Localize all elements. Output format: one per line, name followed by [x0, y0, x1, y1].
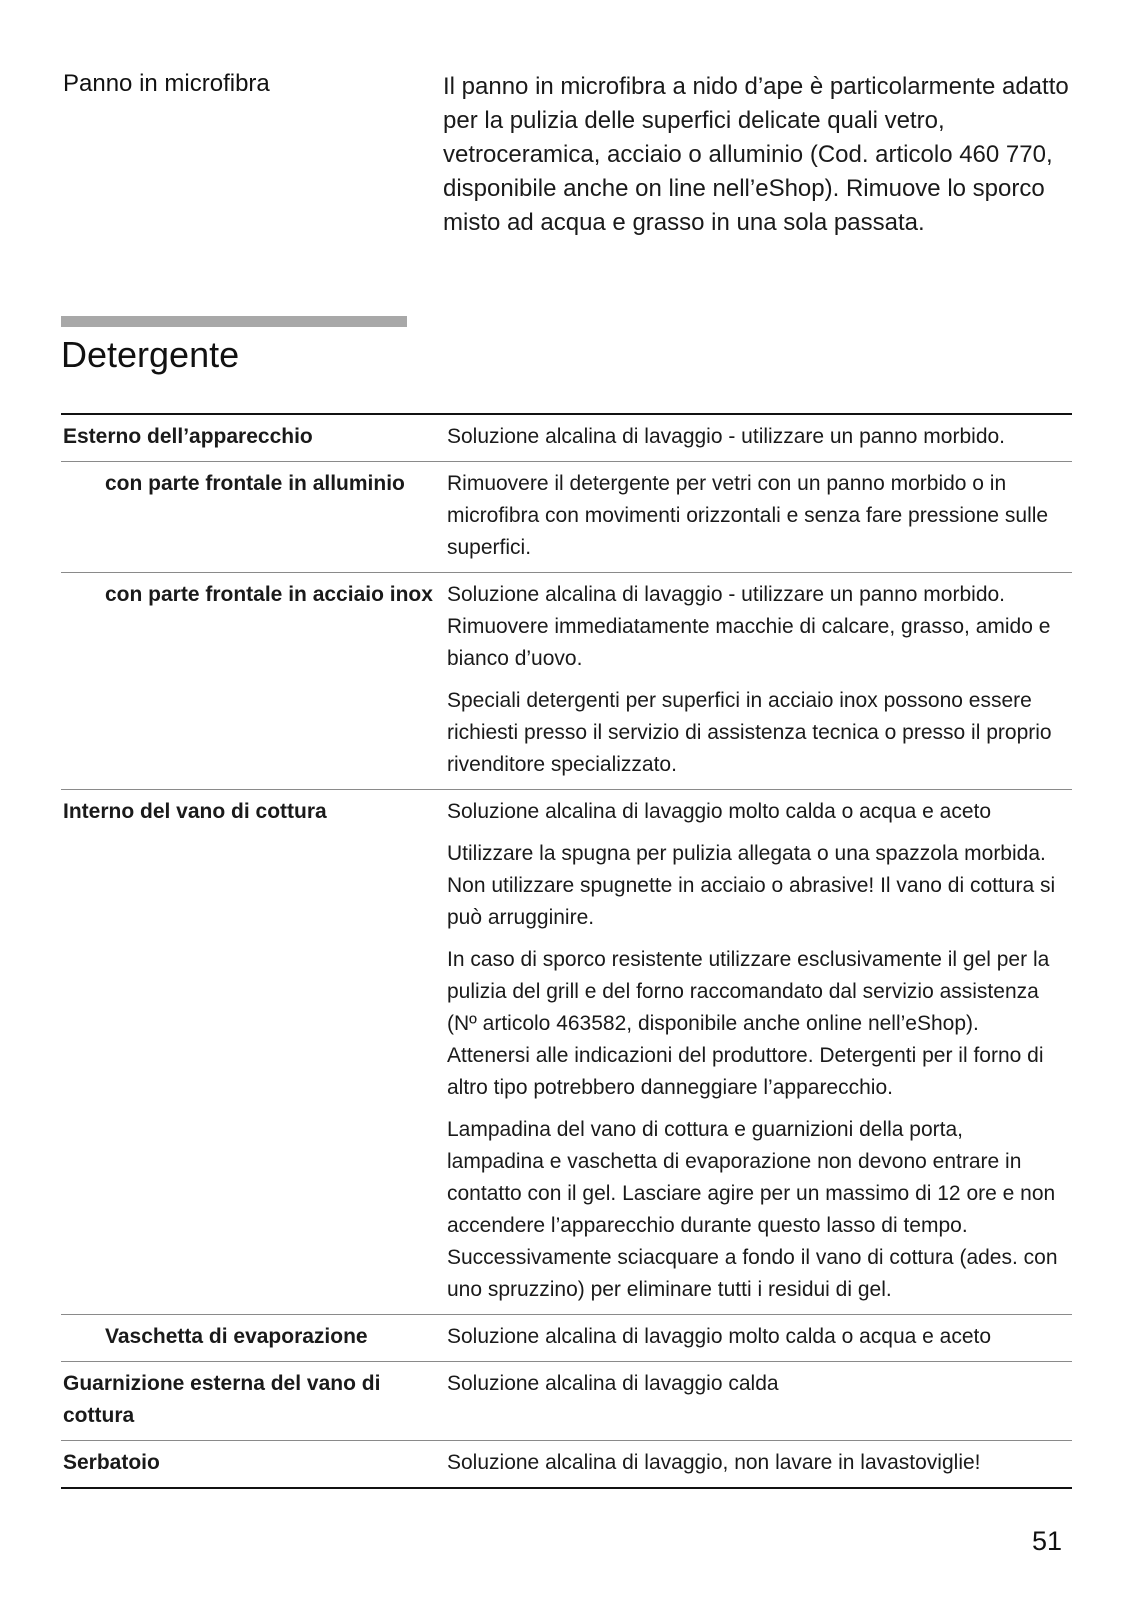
section-title: Detergente	[61, 334, 240, 375]
section-bar	[61, 316, 407, 327]
table-row	[61, 1315, 1072, 1362]
row-description	[447, 1441, 1072, 1489]
row-paragraph: Soluzione alcalina di lavaggio molto calda o acqua e aceto	[447, 800, 992, 823]
row-label: con parte frontale in acciaio inox	[105, 583, 433, 606]
table-row	[61, 1441, 1072, 1489]
row-label: Serbatoio	[63, 1451, 160, 1474]
row-label: con parte frontale in alluminio	[105, 472, 405, 495]
row-paragraph: Soluzione alcalina di lavaggio - utilizzare un panno morbido. Rimuovere immediatamente macchie di calcare, grasso, amido e bianco d’uovo.	[447, 583, 1051, 670]
row-paragraph: Speciali detergenti per superfici in acciaio inox possono essere richiesti presso il servizio di assistenza tecnica o presso il proprio rivenditore specializzato.	[447, 689, 1052, 776]
row-description	[447, 462, 1072, 573]
intro-text: Il panno in microfibra a nido d’ape è particolarmente adatto per la pulizia delle superfici delicate quali vetro, vetroceramica, acciaio o alluminio (Cod. articolo 460 770, disponibile anche on line nell’eShop). Rimuove lo sporco misto ad acqua e grasso in una sola passata.	[443, 73, 1069, 236]
table-row	[61, 462, 1072, 573]
row-paragraph: In caso di sporco resistente utilizzare esclusivamente il gel per la pulizia del grill e del forno raccomandato dal servizio assistenza (Nº articolo 463582, disponibile anche online nell’eShop). Attenersi alle indicazioni del produttore. Detergenti per il forno di altro tipo potrebbero danneggiare l’apparecchio.	[447, 948, 1050, 1099]
row-paragraph: Soluzione alcalina di lavaggio calda	[447, 1372, 779, 1395]
intro-label: Panno in microfibra	[63, 70, 270, 97]
row-description	[447, 1362, 1072, 1441]
row-description	[447, 573, 1072, 790]
row-label: Guarnizione esterna del vano di cottura	[63, 1372, 381, 1427]
row-paragraph: Lampadina del vano di cottura e guarnizioni della porta, lampadina e vaschetta di evaporazione non devono entrare in contatto con il gel. Lasciare agire per un massimo di 12 ore e non accendere l’apparecchio durante questo lasso di tempo. Successivamente sciacquare a fondo il vano di cottura (ades. con uno spruzzino) per eliminare tutti i residui di gel.	[447, 1118, 1058, 1301]
row-paragraph: Rimuovere il detergente per vetri con un panno morbido o in microfibra con movimenti orizzontali e senza fare pressione sulle superfici.	[447, 472, 1049, 559]
cleaning-table	[61, 413, 1072, 1489]
page-number: 51	[1031, 1526, 1062, 1556]
row-paragraph: Utilizzare la spugna per pulizia allegata o una spazzola morbida. Non utilizzare spugnette in acciaio o abrasive! Il vano di cottura si può arrugginire.	[447, 842, 1056, 929]
table-row	[61, 573, 1072, 790]
row-description	[447, 414, 1072, 462]
table-row	[61, 414, 1072, 462]
row-description	[447, 1315, 1072, 1362]
table-row	[61, 790, 1072, 1315]
row-paragraph: Soluzione alcalina di lavaggio - utilizzare un panno morbido.	[447, 425, 1006, 448]
row-description	[447, 790, 1072, 1315]
row-label: Interno del vano di cottura	[63, 800, 327, 823]
table-row	[61, 1362, 1072, 1441]
row-label: Esterno dell’apparecchio	[63, 425, 313, 448]
row-paragraph: Soluzione alcalina di lavaggio molto calda o acqua e aceto	[447, 1325, 992, 1348]
row-label: Vaschetta di evaporazione	[105, 1325, 368, 1348]
row-paragraph: Soluzione alcalina di lavaggio, non lavare in lavastoviglie!	[447, 1451, 981, 1474]
